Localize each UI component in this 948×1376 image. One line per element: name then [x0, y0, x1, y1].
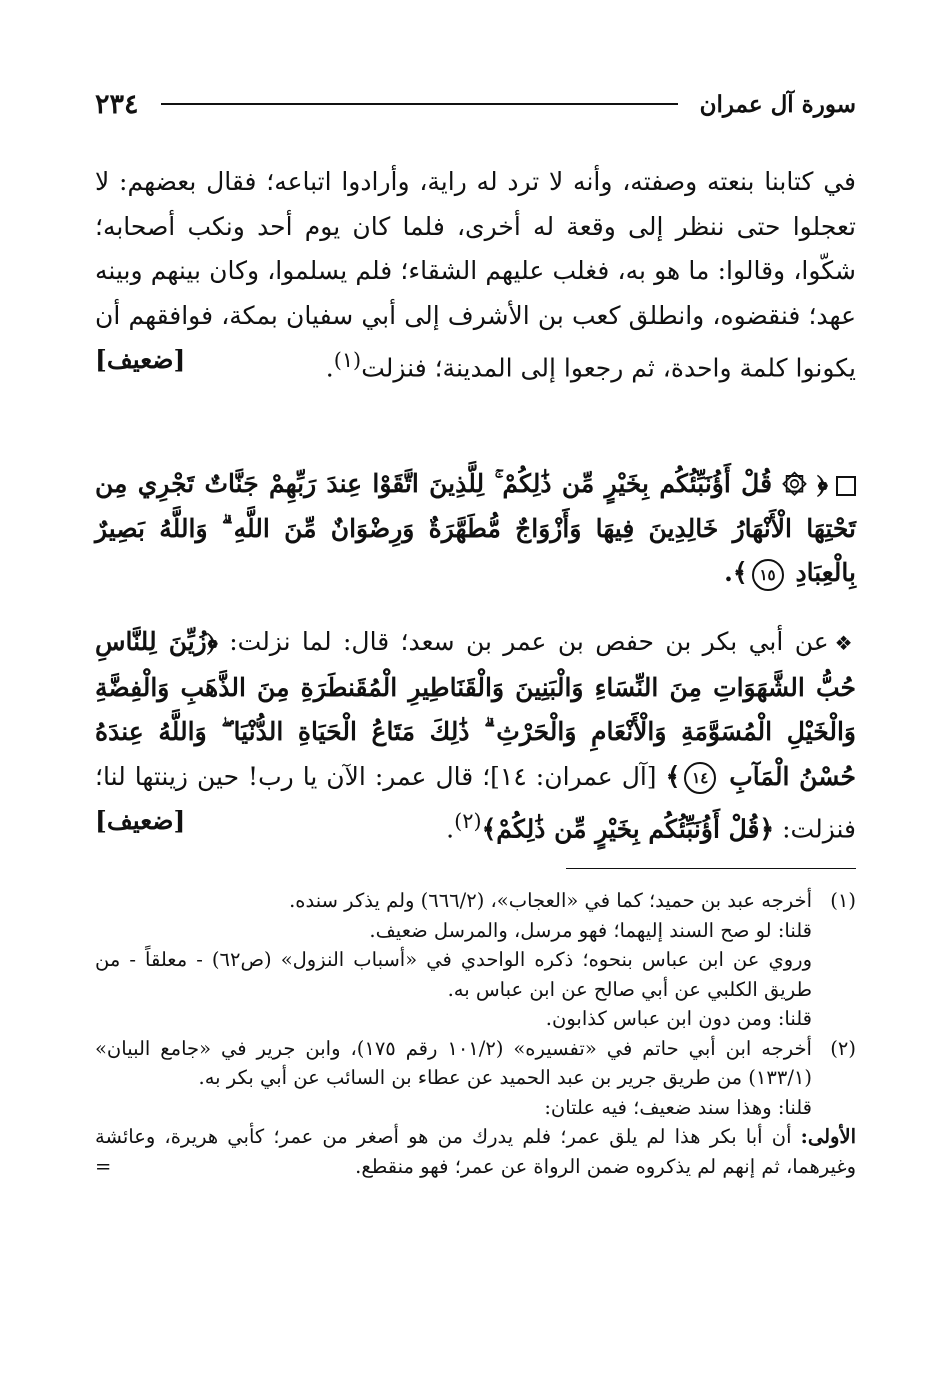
header-rule	[161, 103, 678, 105]
footnote-line: قلنا: ومن دون ابن عباس كذابون.	[545, 1007, 812, 1030]
footnote-number: (١)	[830, 889, 856, 912]
footnote-1	[95, 886, 856, 1034]
ayah-number-circle: ١٤	[684, 762, 716, 794]
paragraph-2-intro: عن أبي بكر بن حفص بن عمر بن سعد؛ قال: لما نزلت:	[229, 627, 829, 656]
quoted-verse-2: ﴿قُلْ أَؤُنَبِّئُكُم بِخَيْرٍ مِّن ذَٰلِكُمْ﴾	[481, 814, 775, 844]
paragraph-2-rest: ؛ قال عمر: الآن يا رب! حين زينتها لنا؛ فنزلت:	[95, 761, 856, 844]
footnote-2-first-reason	[95, 1122, 856, 1181]
footnote-number: (٢)	[830, 1036, 856, 1060]
footnote-2	[95, 1034, 856, 1123]
paragraph-1	[95, 160, 856, 391]
paragraph-2-end: .	[446, 814, 455, 844]
verse-citation: [آل عمران: ١٤]	[490, 761, 657, 791]
grade-label-2: [ضعيف]	[95, 806, 186, 835]
page-number: ٢٣٤	[95, 88, 139, 120]
verse-close: ﴾.	[724, 558, 748, 587]
footnotes	[95, 886, 856, 1181]
grade-label-1: [ضعيف]	[95, 345, 186, 374]
footnote-body	[95, 1034, 812, 1123]
first-reason-label: الأولى:	[800, 1125, 856, 1148]
paragraph-1-end: .	[325, 353, 334, 383]
footnote-ref-2: (٢)	[454, 809, 482, 833]
paragraph-2	[95, 620, 856, 852]
verse-block	[95, 462, 856, 596]
verse-text: ﴿ ۞ قُلْ أَؤُنَبِّئُكُم بِخَيْرٍ مِّن ذَٰلِكُمْ ۚ لِلَّذِينَ اتَّقَوْا عِندَ رَبِّهِمْ جَنَّاتٌ تَجْرِي مِن تَحْتِهَا الْأَنْهَارُ خَالِدِينَ فِيهَا وَأَزْوَاجٌ مُّطَهَّرَةٌ وَرِضْوَانٌ مِّنَ اللَّهِ ۗ وَاللَّهُ بَصِيرٌ بِالْعِبَادِ	[95, 469, 856, 587]
square-marker-icon	[836, 476, 856, 496]
footnote-line: قلنا: وهذا سند ضعيف؛ فيه علتان:	[544, 1095, 812, 1119]
first-reason-text: أن أبا بكر هذا لم يلق عمر؛ فلم يدرك من هو أصغر من عمر؛ كأبي هريرة، وعائشة وغيرهما، ثم إنهم لم يذكروه ضمن الرواة عن عمر؛ فهو منقطع.	[95, 1125, 856, 1178]
footnote-separator	[566, 868, 856, 869]
paragraph-1-text: في كتابنا بنعته وصفته، وأنه لا ترد له راية، وأرادوا اتباعه؛ فقال بعضهم: لا تعجلوا حتى ننظر إلى وقعة له أخرى، فلما كان يوم أحد ونكب أصحابه؛ شكّوا، وقالوا: ما هو به، فغلب عليهم الشقاء؛ فلم يسلموا، وكان بينهم وبينه عهد؛ فنقضوه، وانطلق كعب بن الأشرف إلى أبي سفيان بمكة، فوافقهم أن يكونوا كلمة واحدة، ثم رجعوا إلى المدينة؛ فنزلت	[95, 167, 856, 383]
continuation-mark: =	[95, 1154, 112, 1178]
footnote-line: أخرجه عبد بن حميد؛ كما في «العجاب»، (٦٦٦/٢) ولم يذكر سنده.	[289, 889, 812, 912]
footnote-line: أخرجه ابن أبي حاتم في «تفسيره» (١٠١/٢ رقم ١٧٥)، وابن جرير في «جامع البيان» (١٣٣/١) من طريق جرير بن عبد الحميد عن عطاء بن السائب عن أبي بكر به.	[95, 1036, 812, 1089]
diamond-marker-icon: ❖	[834, 631, 856, 655]
footnote-ref-1: (١)	[333, 348, 362, 372]
ayah-number-circle: ١٥	[752, 559, 784, 591]
page-header	[95, 84, 856, 124]
quoted-verse: ﴿زُيِّنَ لِلنَّاسِ حُبُّ الشَّهَوَاتِ مِنَ النِّسَاءِ وَالْبَنِينَ وَالْقَنَاطِيرِ الْمُقَنطَرَةِ مِنَ الذَّهَبِ وَالْفِضَّةِ وَالْخَيْلِ الْمُسَوَّمَةِ وَالْأَنْعَامِ وَالْحَرْثِ ۗ ذَٰلِكَ مَتَاعُ الْحَيَاةِ الدُّنْيَا ۖ وَاللَّهُ عِندَهُ حُسْنُ الْمَآبِ	[95, 627, 856, 791]
footnote-line: وروي عن ابن عباس بنحوه؛ ذكره الواحدي في «أسباب النزول» (ص٦٢) - معلقاً - من طريق الكلبي عن أبي صالح عن ابن عباس به.	[95, 948, 812, 1001]
quoted-verse-close: ﴾	[665, 761, 681, 791]
sura-title: سورة آل عمران	[699, 90, 856, 118]
footnote-body	[95, 886, 812, 1034]
footnote-line: قلنا: لو صح السند إليهما؛ فهو مرسل، والمرسل ضعيف.	[369, 918, 812, 942]
